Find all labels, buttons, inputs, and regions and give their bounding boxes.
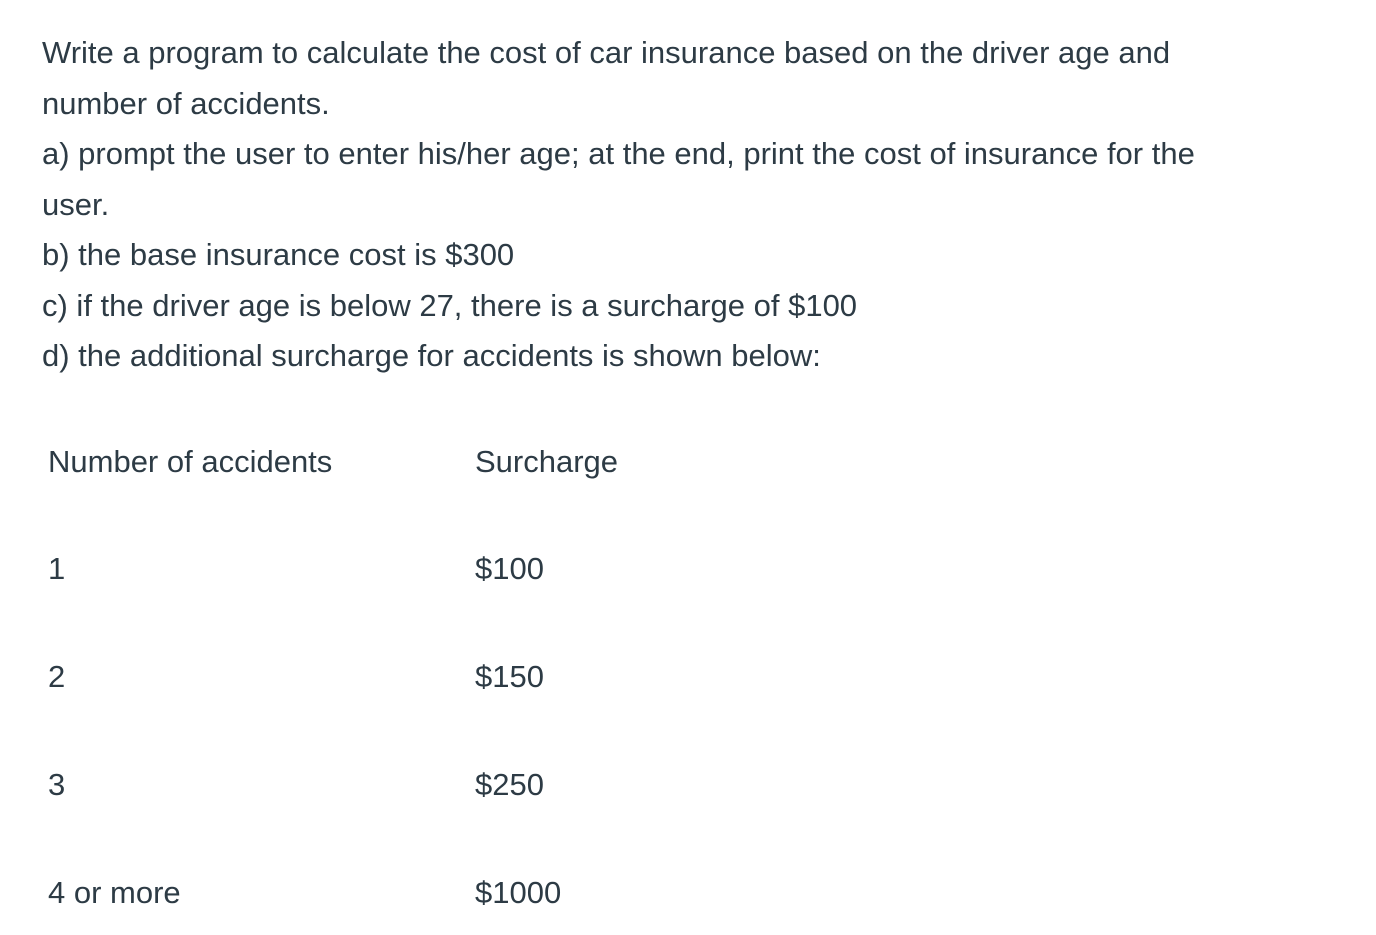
surcharge-cell: $150 [475,659,544,694]
table-row [48,760,748,810]
accidents-cell: 2 [48,659,66,694]
requirement-a-cont: user. [42,186,110,222]
table-row [48,652,748,702]
header-accidents: Number of accidents [48,444,333,479]
surcharge-cell: $1000 [475,875,562,910]
accidents-cell: 3 [48,767,66,802]
problem-statement [42,28,1362,382]
accidents-cell: 4 or more [48,875,181,910]
requirement-b: b) the base insurance cost is $300 [42,237,515,272]
table-header-row [48,437,748,487]
intro-line: number of accidents. [42,85,330,121]
table-row [48,544,748,594]
requirement-c: c) if the driver age is below 27, there is a surcharge of $100 [42,287,858,323]
accidents-cell: 1 [48,551,66,586]
intro-line: Write a program to calculate the cost of car insurance based on the driver age and [42,35,1171,70]
surcharge-cell: $250 [475,767,544,802]
requirement-d: d) the additional surcharge for accidents is shown below: [42,338,821,373]
header-surcharge: Surcharge [475,444,619,479]
requirement-a: a) prompt the user to enter his/her age; at the end, print the cost of insurance for the [42,136,1195,171]
intro-text [42,28,1362,382]
table-row [48,868,748,918]
surcharge-cell: $100 [475,551,544,586]
